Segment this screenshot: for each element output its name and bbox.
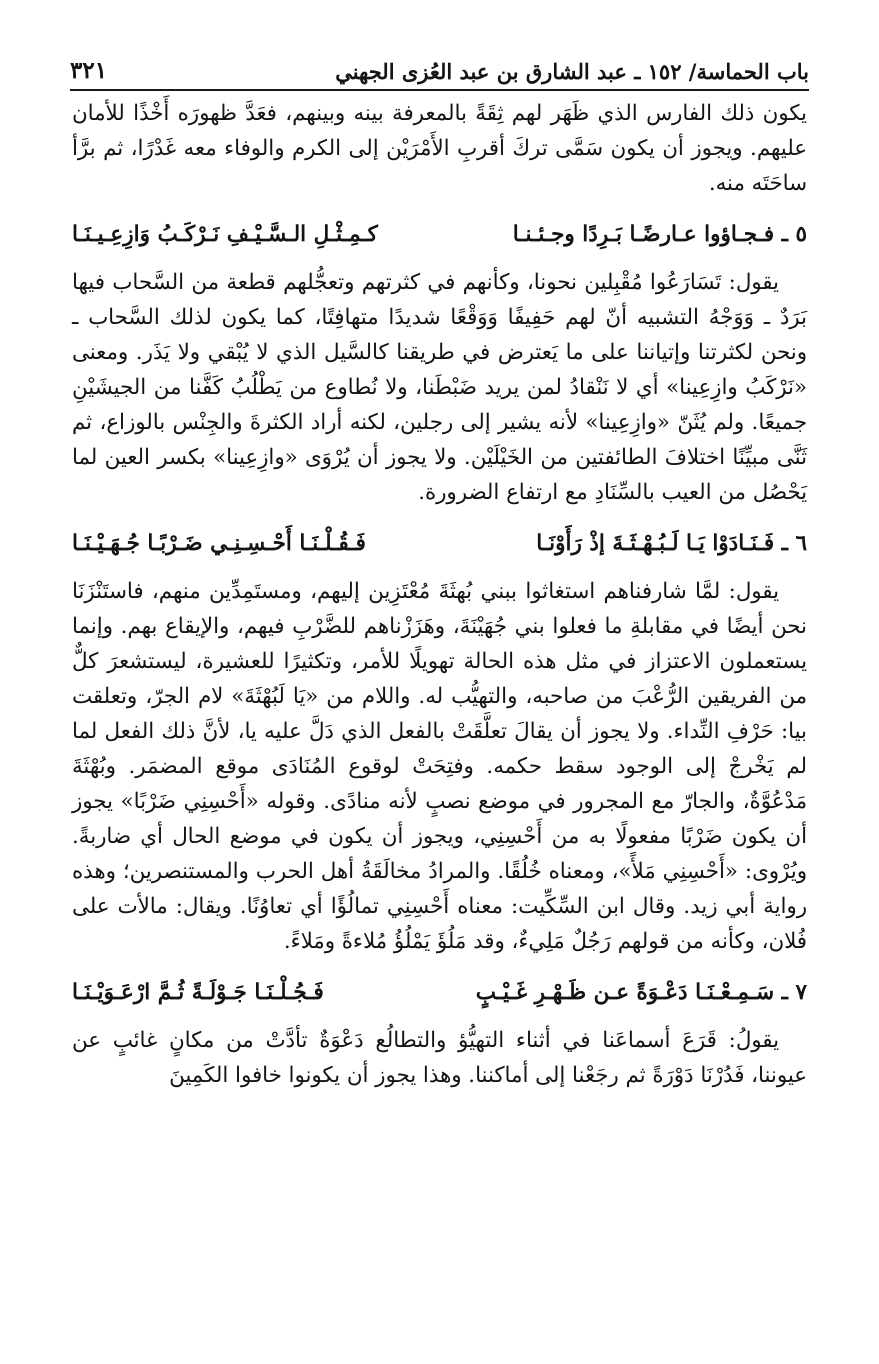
verse-6 [72, 518, 807, 568]
header-rule [70, 89, 809, 91]
verse-7-commentary: يقولُ: قَرَعَ أسماعَنا في أثناء التهيُّؤ والتطالُع دَعْوَةٌ تأدَّتْ من مكانٍ غائبٍ عن عيوننا، فَدُرْنَا دَوْرَةً ثم رجَعْنا إلى أماكننا. وهذا يجوز أن يكونوا خافوا الكَمِينَ [72, 1028, 807, 1088]
verse-7-second-hemistich: فَـجُـلْـنَـا جَـوْلَـةً ثُـمَّ ارْعَـوَيْـنَـا [72, 979, 324, 1005]
running-header [70, 44, 809, 84]
intro-paragraph: يكون ذلك الفارس الذي ظَهَر لهم ثِقَةً بالمعرفة بينه وبينهم، فعَدَّ ظهورَه أَخْذًا للأمان عليهم. ويجوز أن يكون سَمَّى تركَ أقربِ الأَمْرَيْن إلى الكرم والوفاء معه غَدْرًا، ثم برَّأ ساحَتَه منه. [72, 101, 807, 196]
verse-7-first-hemistich: ٧ ـ سَـمِـعْـنَـا دَعْـوَةً عـن ظَـهْـرِ غَـيْـبٍ [475, 979, 807, 1005]
page-number: ٣٢١ [70, 57, 108, 84]
verse-5-first-hemistich: ٥ ـ فـجـاؤوا عـارضًـا بَـرِدًا وجـئـنـا [512, 221, 807, 247]
verse-6-first-hemistich: ٦ ـ فَـنَـادَوْا يَـا لَـبُـهْـثَـةَ إذْ رَأَوْنَـا [536, 530, 807, 556]
verse-7 [72, 967, 807, 1017]
page-body [72, 96, 807, 1093]
verse-5 [72, 209, 807, 259]
verse-6-second-hemistich: فَـقُـلْـنَـا أَحْـسِـنِـي ضَـرْبًـا جُـهَـيْـنَـا [72, 530, 366, 556]
header-title: باب الحماسة/ ١٥٢ ـ عبد الشارق بن عبد العُزى الجهني [335, 59, 809, 84]
verse-5-commentary: يقول: تَسَارَعُوا مُقْبِلين نحونا، وكأنهم في كثرتهم وتعجُّلهم قطعة من السَّحاب فيها بَرَدٌ ـ وَوَجْهُ التشبيه أنّ لهم حَفِيفًا وَوَقْعًا شديدًا متهافِتًا، كما يكون لذلك السَّحاب ـ ونحن لكثرتنا وإتياننا على ما يَعترض في طريقنا كالسَّيل الذي لا يُبْقي ولا يَذَر. ومعنى «نَرْكَبُ وازِعِينا» أي لا نَنْقادُ لمن يريد ضَبْطَنا، ولا نُطاوع من يَطْلُبُ كَفَّنا من الجيشَيْنِ جميعًا. ولم يُثَنّ «وازِعِينا» لأنه يشير إلى رجلين، لكنه أراد الكثرةَ والجِنْس بالوزاع، ثم ثَنَّى مبيِّنًا اختلافَ الطائفتين من الخَيْلَيْن. ولا يجوز أن يُرْوَى «وازِعِينا» بكسر العين لما يَحْصُل من العيب بالسِّنَادِ مع ارتفاع الضرورة. [72, 270, 807, 505]
verse-6-commentary: يقول: لمَّا شارفناهم استغاثوا ببني بُهثَةَ مُعْتَزِين إليهم، ومستَمِدِّين منهم، فاستَنْزَنَا نحن أيضًا في مقابلةِ ما فعلوا بني جُهَيْنَةَ، وهَزَزْناهم للضَّرْبِ فيهم، والإيقاع بهم. وإنما يستعملون الاعتزاز في مثل هذه الحالة تهويلًا للأمر، وتكثيرًا للعشيرة، ليستشعرَ كلٌّ من الفريقين الرُّعْبَ من صاحبه، والتهيُّب له. واللام من «يَا لَبُهْثَةَ» لام الجرّ، وتعلقت بيا: حَرْفِ النِّداء. ولا يجوز أن يقالَ تعلَّقَتْ بالفعل الذي دَلَّ عليه يا، لأنَّ ذلك الفعل لما لم يَخْرجْ إلى الوجود سقط حكمه. وفتِحَتْ لوقوع المُنَادَى موقع المضمَر. وبُهْثَةَ مَدْعُوَّةٌ، والجارّ مع المجرور في موضع نصبٍ لأنه منادًى. وقوله «أَحْسِنِي ضَرْبًا» يجوز أن يكون ضَرْبًا مفعولًا به من أَحْسِنِي، ويجوز أن يكون في موضع الحال أي ضاربةً. ويُرْوى: «أَحْسِنِي مَلأً»، ومعناه خُلُقًا. والمرادُ مخالَقَةُ أهل الحرب والمستنصرين؛ وهذه رواية أبي زيد. وقال ابن السِّكِّيت: معناه أَحْسِنِي تمالُؤًا أي تعاوُنًا. ويقال: مالأت على فُلان، وكأنه من قولهم رَجُلٌ مَلِيءٌ، وقد مَلُؤَ يَمْلُؤُ مُلاءةً ومَلاءً. [72, 579, 807, 954]
verse-5-second-hemistich: كـمِـثْـلِ الـسَّـيْـفِ نَـرْكَـبُ وَازِعِـيـنَـا [72, 221, 378, 247]
